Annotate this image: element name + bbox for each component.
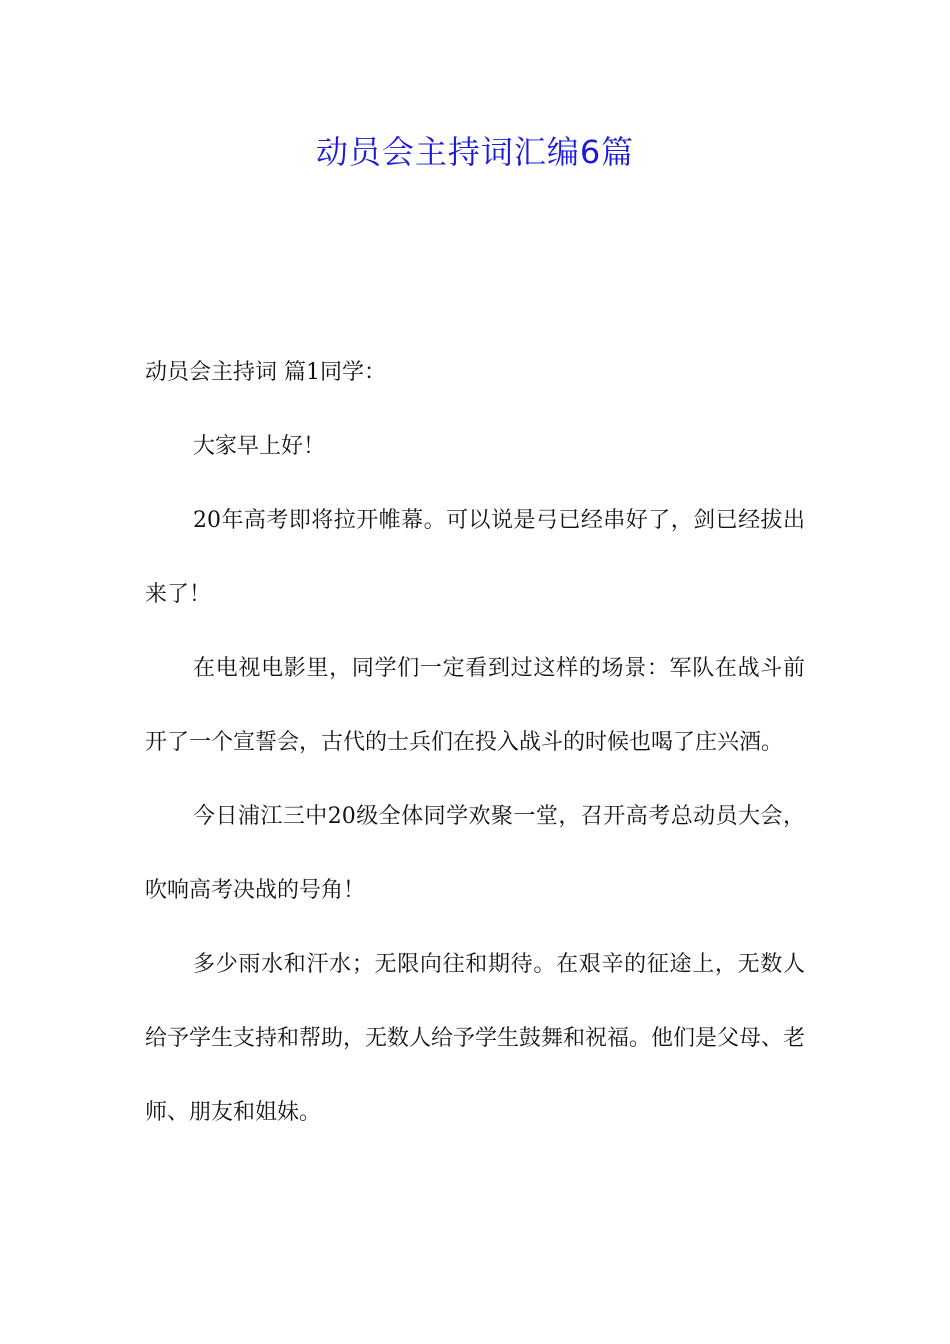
document-body <box>145 336 805 1150</box>
paragraph-heading: 动员会主持词 篇1同学： <box>145 360 386 385</box>
paragraph: 20年高考即将拉开帷幕。可以说是弓已经串好了，剑已经拔出来了！ <box>145 508 805 607</box>
paragraph-greeting: 大家早上好！ <box>193 434 326 459</box>
document-title: 动员会主持词汇编6篇 <box>315 133 635 171</box>
paragraph: 今日浦江三中20级全体同学欢聚一堂，召开高考总动员大会，吹响高考决战的号角！ <box>145 804 805 903</box>
paragraph: 在电视电影里，同学们一定看到过这样的场景：军队在战斗前开了一个宣誓会，古代的士兵们在投入战斗的时候也喝了庄兴酒。 <box>145 656 805 755</box>
paragraph: 多少雨水和汗水；无限向往和期待。在艰辛的征途上，无数人给予学生支持和帮助，无数人给予学生鼓舞和祝福。他们是父母、老师、朋友和姐妹。 <box>145 952 806 1125</box>
